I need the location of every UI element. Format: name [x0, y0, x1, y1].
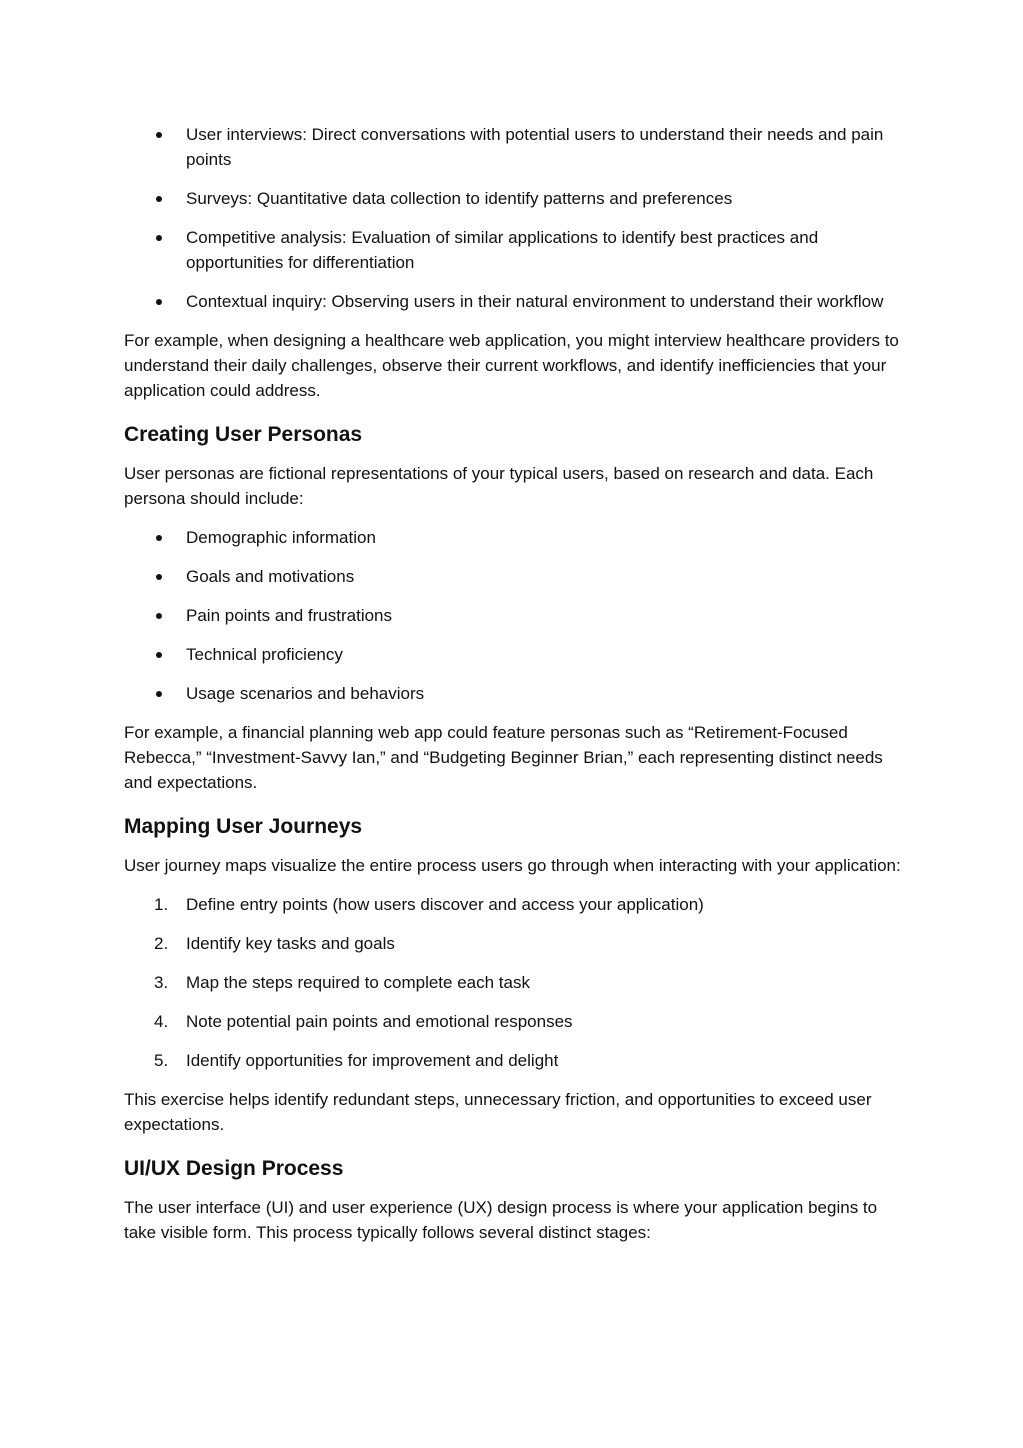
bullet-icon — [156, 299, 162, 305]
list-item — [154, 1048, 904, 1073]
list-item-text: Define entry points (how users discover and access your application) — [186, 895, 704, 914]
step-number: 4. — [154, 1012, 169, 1031]
list-item — [186, 525, 904, 550]
step-number: 1. — [154, 895, 169, 914]
list-item — [186, 225, 904, 275]
list-item — [186, 564, 904, 589]
uiux-heading: UI/UX Design Process — [124, 1157, 344, 1180]
list-item-text: Goals and motivations — [186, 567, 355, 586]
list-item-text: Contextual inquiry: Observing users in their natural environment to understand their workflow — [186, 292, 884, 311]
list-item-text: Competitive analysis: Evaluation of similar applications to identify best practices and opportunities for differentiation — [186, 228, 819, 272]
healthcare-example-paragraph: For example, when designing a healthcare web application, you might interview healthcare providers to understand their daily challenges, observe their current workflows, and identify inefficiencies that your application could address. — [124, 331, 899, 400]
list-item — [154, 1009, 904, 1034]
personas-example-paragraph: For example, a financial planning web app could feature personas such as “Retirement-Focused Rebecca,” “Investment-Savvy Ian,” and “Budgeting Beginner Brian,” each representing distinct needs and expectations. — [124, 723, 883, 792]
list-item-text: Demographic information — [186, 528, 376, 547]
list-item — [154, 931, 904, 956]
list-item — [186, 289, 904, 314]
list-item — [154, 892, 904, 917]
list-item — [186, 186, 904, 211]
list-item-text: Technical proficiency — [186, 645, 343, 664]
list-item-text: Map the steps required to complete each task — [186, 973, 530, 992]
list-item — [186, 122, 904, 172]
list-item-text: Pain points and frustrations — [186, 606, 393, 625]
personas-intro-paragraph: User personas are fictional representations of your typical users, based on research and data. Each persona should include: — [124, 464, 874, 508]
journey-steps-list — [124, 892, 904, 1073]
bullet-icon — [156, 235, 162, 241]
uiux-intro-paragraph: The user interface (UI) and user experience (UX) design process is where your application begins to take visible form. This process typically follows several distinct stages: — [124, 1198, 878, 1242]
step-number: 5. — [154, 1051, 169, 1070]
bullet-icon — [156, 574, 162, 580]
bullet-icon — [156, 613, 162, 619]
list-item-text: Usage scenarios and behaviors — [186, 684, 425, 703]
bullet-icon — [156, 535, 162, 541]
list-item-text: Surveys: Quantitative data collection to identify patterns and preferences — [186, 189, 733, 208]
bullet-icon — [156, 652, 162, 658]
step-number: 2. — [154, 934, 169, 953]
list-item — [186, 642, 904, 667]
bullet-icon — [156, 132, 162, 138]
document-page — [124, 122, 904, 1259]
journeys-intro-paragraph: User journey maps visualize the entire process users go through when interacting with your application: — [124, 856, 901, 875]
step-number: 3. — [154, 973, 169, 992]
persona-attributes-list — [124, 525, 904, 706]
list-item-text: Identify opportunities for improvement and delight — [186, 1051, 559, 1070]
list-item-text: Note potential pain points and emotional responses — [186, 1012, 573, 1031]
list-item — [186, 603, 904, 628]
personas-heading: Creating User Personas — [124, 423, 363, 446]
bullet-icon — [156, 691, 162, 697]
list-item-text: User interviews: Direct conversations with potential users to understand their needs and pain points — [186, 125, 884, 169]
list-item — [154, 970, 904, 995]
bullet-icon — [156, 196, 162, 202]
research-methods-list — [124, 122, 904, 314]
list-item-text: Identify key tasks and goals — [186, 934, 395, 953]
journeys-outro-paragraph: This exercise helps identify redundant steps, unnecessary friction, and opportunities to exceed user expectations. — [124, 1090, 872, 1134]
journeys-heading: Mapping User Journeys — [124, 815, 363, 838]
list-item — [186, 681, 904, 706]
